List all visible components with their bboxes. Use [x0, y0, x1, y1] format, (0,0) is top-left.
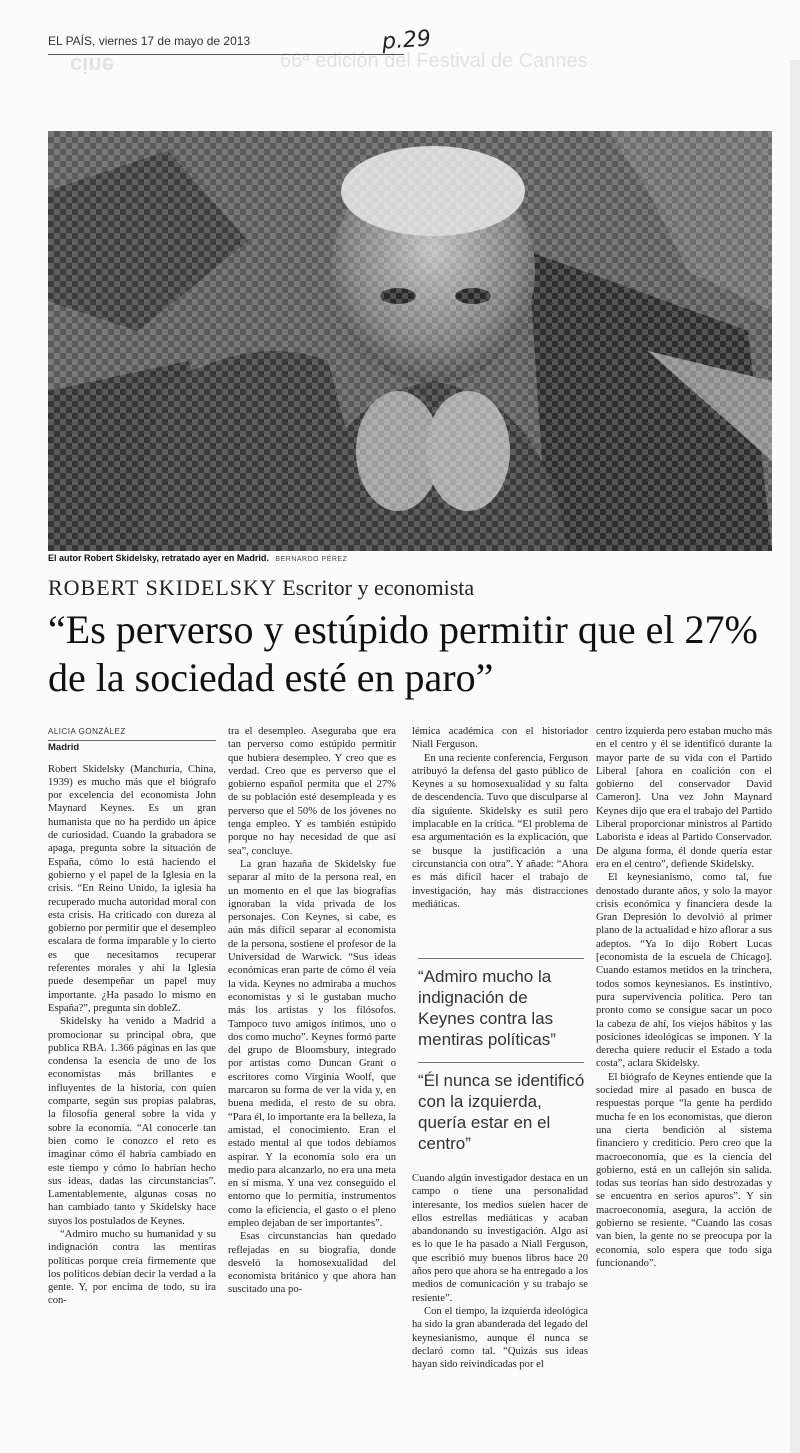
pull-quote-2: “Él nunca se identificó con la izquierda, quería estar en el centro” [418, 1071, 585, 1153]
kicker [48, 575, 474, 601]
kicker-name: ROBERT SKIDELSKY [48, 575, 277, 600]
paragraph: El biógrafo de Keynes entiende que la sociedad mire al pasado en busca de respuestas porque “la gente ha perdido mucha fe en los economistas, que dieron una cierta bendición al sistema financiero y crediticio. Pero creo que la macroeconomía, que es la ciencia del gobierno, está en un callejón sin salida. todas sus teorías han sido destrozadas y se encuentra en serios apuros”. Y sin macroeconomía, asegura, la acción de gobierno se resiente. “Cuando las cosas van bien, la gente no se preocupa por la economía, solo espera que todo siga funcionando”. [596, 1071, 772, 1269]
bleed-through-text-2: 66ª edición del Festival de Cannes [280, 50, 588, 72]
scan-edge [790, 60, 800, 1453]
paragraph: “Admiro mucho su humanidad y su indignación contra las mentiras políticas porque creía firmemente que los políticos debían decir la verdad a la gente. Y, por encima de todo, su ira con- [48, 1228, 216, 1307]
paragraph: Robert Skidelsky (Manchuria, China, 1939) es mucho más que el biógrafo por excelencia del economista John Maynard Keynes. Es un gran humanista que no ha perdido un ápice de curiosidad. Cuando la grabadora se apaga, pregunta sobre la situación de España, cómo lo está haciendo el gobierno y el papel de la Iglesia en la crisis. “En Reino Unido, la iglesia ha recuperado mucha autoridad moral con esta crisis. Ha criticado con dureza al gobierno por permitir que el desempleo escalara de forma imparable y lo cierto es que necesitamos recuperar referentes morales y ahí la Iglesia puede desempeñar un papel muy importante. ¿Ha pasado lo mismo en España?”, pregunta sin dobleZ. [48, 763, 216, 1014]
paragraph: Skidelsky ha venido a Madrid a promocionar su principal obra, que publica RBA. 1.366 páginas en las que condensa la esencia de uno de los economistas más brillantes e influyentes de la historia, con quien comparte, según sus propias palabras, la filosofía general sobre la vida y sobre la economía. “Al conocerle tan bien como le conozco el reto es imaginar cómo él habría cambiado en este tiempo y cómo lo habrían hecho sus ideas, dadas las circunstancias”. Lamentablemente, algunas cosas no han cambiado tanto y Skidelsky hace suyos los postulados de Keynes. [48, 1016, 216, 1227]
pull-quote-1: “Admiro mucho la indignación de Keynes contra las mentiras políticas” [418, 967, 556, 1049]
paragraph: La gran hazaña de Skidelsky fue separar al mito de la persona real, en un momento en el que las biografías ignoraban la vida privada de los personajes. Con Keynes, si cabe, es aún más difícil separar al economista de la persona, sostiene el profesor de la Universidad de Warwick. “Sus ideas económicas eran parte de cómo él veía la vida. Keynes no admiraba a muchos economistas y si le gustaban mucho más los artistas y los filósofos. Tampoco tuvo amigos íntimos, uno o dos como mucho”. Keynes formó parte del grupo de Bloomsbury, integrado por artistas como Duncan Grant o escritores como Virginia Woolf, que marcaron su forma de ver la vida y, en buena medida, el resto de su obra. “Para él, lo importante era la belleza, la amistad, el conocimiento. Eran el estado mental al que todos debíamos aspirar. Y la economía solo era un medio para alcanzarlo, no era una meta en sí misma. Y una vez conseguido el entorno que lo permitía, instrumentos como la eficiencia, el gasto o el pleno empleo dejaban de ser importantes”. [228, 858, 396, 1229]
portrait-illustration [48, 131, 772, 551]
dateline: EL PAÍS, viernes 17 de mayo de 2013 [48, 34, 251, 48]
photo-caption [48, 553, 347, 563]
article-column-3-top [412, 725, 588, 911]
paragraph: Cuando algún investigador destaca en un campo o tiene una personalidad interesante, los medios suelen hacer de ellos estrellas mediáticas y acaban abandonando su investigación. Algo así es lo que le ha pasado a Niall Ferguson, que escribió muy buenos libros hace 20 años pero que ahora se ha entregado a los medios de comunicación y su trabajo se resiente”. [412, 1173, 588, 1304]
paragraph: Esas circunstancias han quedado reflejadas en su biografía, donde desveló la homosexualidad del economista británico y que ahora han suscitado una po- [228, 1231, 396, 1296]
paragraph: lémica académica con el historiador Niall Ferguson. [412, 726, 588, 751]
pull-quote-rule [418, 1062, 584, 1063]
paragraph: tra el desempleo. Aseguraba que era tan perverso como estúpido permitir que hubiera desempleo. Y creo que es verdad. Creo que es perverso que el gobierno español permita que el 27% de su población esté desempleada y es perverso que el 50% de los jóvenes no tenga empleo. Y es también estúpido porque no hay necesidad de que así sea”, concluye. [228, 726, 396, 857]
byline-city: Madrid [48, 742, 80, 754]
photo-credit: BERNARDO PÉREZ [275, 556, 348, 563]
paragraph: centro izquierda pero estaban mucho más en el centro y él se identificó durante la mayor parte de su vida con el Partido Liberal [ahora en coalición con el gobierno del conservador David Cameron]. Una vez John Maynard Keynes dijo que era el trabajo del Partido Liberal proporcionar ministros al Partido Laborista e ideas al Partido Conservador. De alguna forma, él donde quería estar era en el centro”, defiende Skidelsky. [596, 726, 772, 870]
caption-text: El autor Robert Skidelsky, retratado ayer en Madrid. [48, 553, 269, 563]
byline: ALICIA GONZÁLEZ [48, 727, 126, 736]
paragraph: El keynesianismo, como tal, fue denostado durante años, y solo la mayor crisis económica y financiera desde la Gran Depresión lo devolvió al primer plano de la actualidad e hizo aflorar a sus adeptos. “Ya lo dijo Robert Lucas [economista de la escuela de Chicago]. Cuando estamos metidos en la trinchera, todos somos keynesianos. Es instintivo, pura supervivencia política. Pero tan pronto como se consigue sacar un poco la cabeza de ahí, los viejos hábitos y las posiciones ideológicas se imponen. Y la derecha quiere reducir el Estado a toda costa”, aclara Skidelsky. [596, 872, 772, 1070]
header-rule [48, 54, 404, 55]
bleed-through-text: cine [70, 53, 115, 78]
paragraph: En una reciente conferencia, Ferguson atribuyó la defensa del gasto público de Keynes a su homosexualidad y su falta de descendencia. Tuvo que disculparse al día siguiente. Skidelsky es sutil pero implacable en la crítica. “El problema de esa argumentación es la explicación, que se busque la justificación a una circunstancia con otra”. Y añade: “Ahora es más difícil hacer el trabajo de investigación, hay más distracciones mediáticas. [412, 752, 588, 910]
kicker-role: Escritor y economista [282, 575, 475, 600]
article-column-3-bottom [412, 1172, 588, 1371]
article-column-1 [48, 725, 216, 1308]
headline: “Es perverso y estúpido permitir que el 27% de la sociedad esté en paro” [48, 607, 758, 700]
article-column-2 [228, 725, 396, 1297]
paragraph: Con el tiempo, la izquierda ideológica ha sido la gran abanderada del legado del keynesianismo, aunque él nunca se declaró como tal. “Quizás sus ideas hayan sido reivindicadas por el [412, 1305, 588, 1371]
pull-quote-rule [418, 958, 584, 959]
handwritten-page-note: p.29 [381, 26, 432, 55]
portrait-photo [48, 131, 772, 551]
article-column-4 [596, 725, 772, 1270]
